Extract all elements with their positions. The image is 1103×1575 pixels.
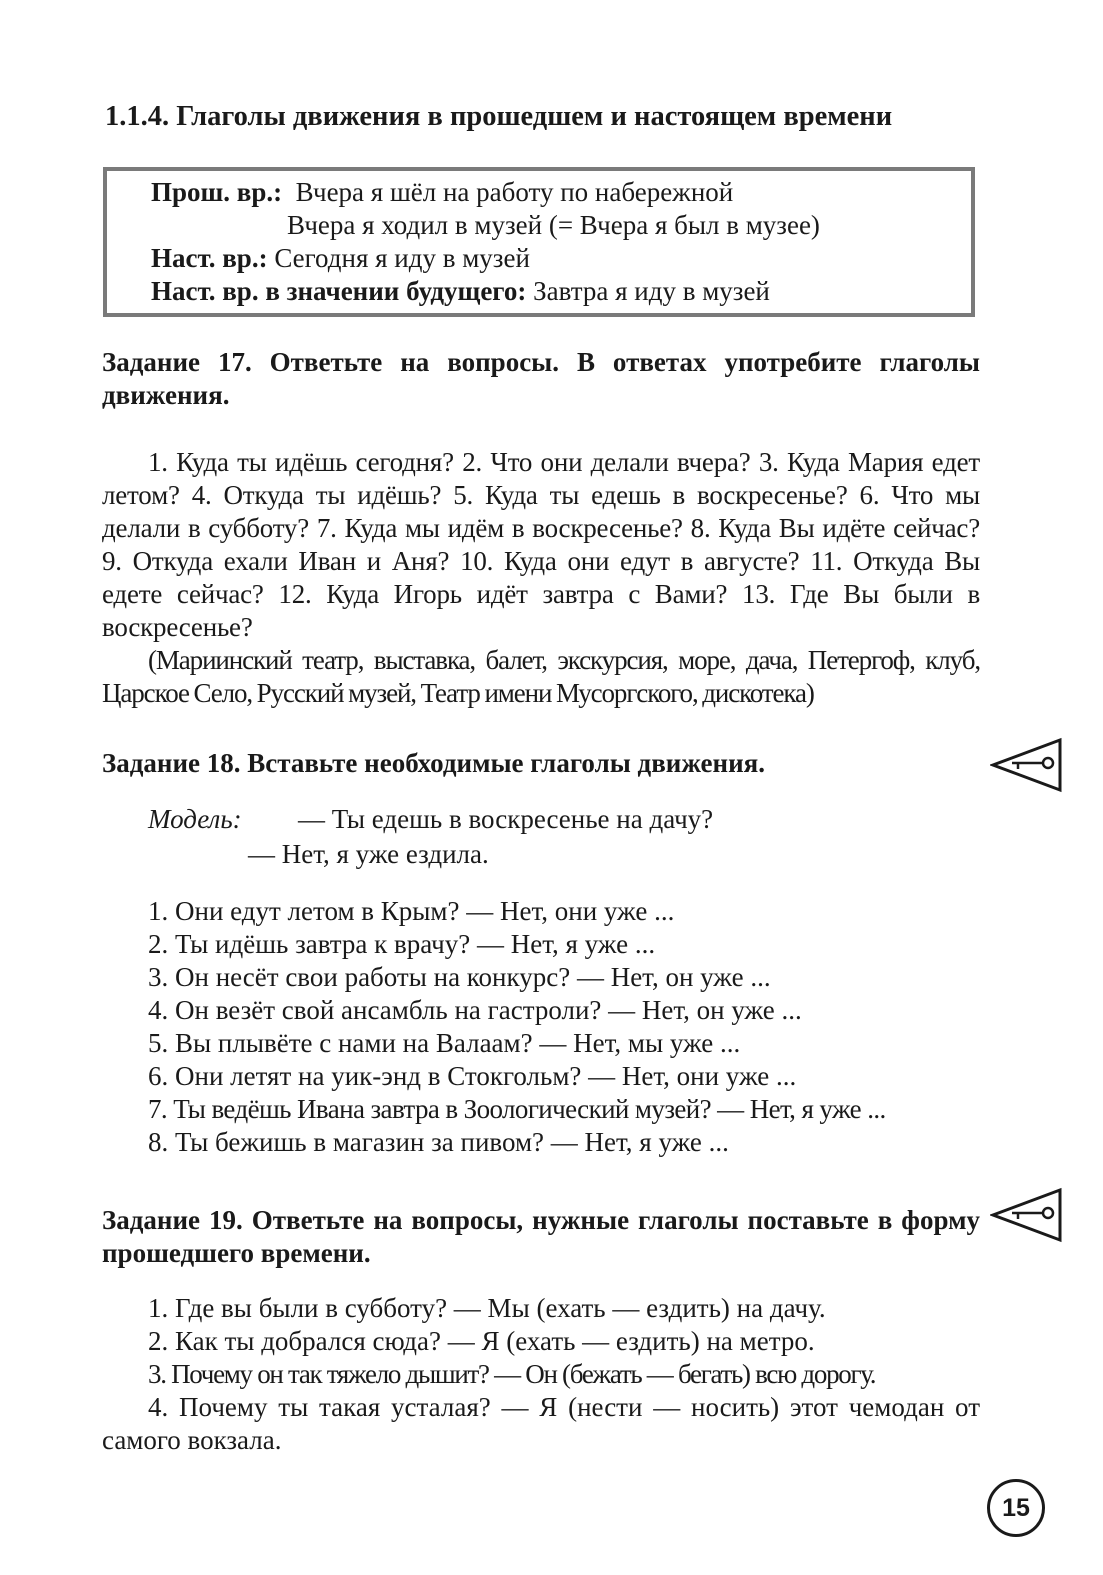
section-title: 1.1.4. Глаголы движения в прошедшем и настоящем времени xyxy=(105,101,893,132)
past-example-1: Вчера я шёл на работу по набережной xyxy=(295,177,734,207)
grammar-rule-box xyxy=(103,167,975,317)
key-icon xyxy=(990,736,1064,794)
future-example: Завтра я иду в музей xyxy=(533,276,770,306)
task-17-places: (Мариинский театр, выставка, балет, экскурсия, море, дача, Петергоф, клуб, Царское Село, Русский музей, Театр имени Мусоргского, дискотека) xyxy=(102,645,980,708)
list-item: 7. Ты ведёшь Ивана завтра в Зоологический музей? — Нет, я уже ... xyxy=(148,1094,886,1124)
key-icon xyxy=(990,1186,1064,1244)
page-number: 15 xyxy=(987,1479,1045,1537)
list-item: 3. Он несёт свои работы на конкурс? — Нет, он уже ... xyxy=(148,962,771,992)
rule-past-2 xyxy=(287,209,820,242)
past-label: Прош. вр.: xyxy=(151,177,283,207)
list-item: 5. Вы плывёте с нами на Валаам? — Нет, мы уже ... xyxy=(148,1028,741,1058)
list-item: 4. Почему ты такая усталая? — Я (нести — носить) этот чемодан от самого вокзала. xyxy=(102,1392,980,1455)
past-example-2: Вчера я ходил в музей (= Вчера я был в музее) xyxy=(287,210,820,240)
list-item: 1. Они едут летом в Крым? — Нет, они уже ... xyxy=(148,896,675,926)
rule-present xyxy=(151,242,530,275)
rule-future xyxy=(151,275,770,308)
task-19-title: Задание 19. Ответьте на вопросы, нужные глаголы поставьте в форму прошедшего времени. xyxy=(102,1205,980,1268)
model-label: Модель: xyxy=(148,804,242,834)
task-19-list xyxy=(102,1292,980,1457)
list-item: 6. Они летят на уик-энд в Стокгольм? — Нет, они уже ... xyxy=(148,1061,797,1091)
model-answer-row xyxy=(148,838,713,873)
present-label: Наст. вр.: xyxy=(151,243,268,273)
future-label: Наст. вр. в значении будущего: xyxy=(151,276,527,306)
task-18-title: Задание 18. Вставьте необходимые глаголы движения. xyxy=(102,748,766,778)
list-item: 3. Почему он так тяжело дышит? — Он (бежать — бегать) всю дорогу. xyxy=(148,1359,876,1389)
list-item: 4. Он везёт свой ансамбль на гастроли? — Нет, он уже ... xyxy=(148,995,802,1025)
list-item: 8. Ты бежишь в магазин за пивом? — Нет, я уже ... xyxy=(148,1127,729,1157)
list-item: 2. Как ты добрался сюда? — Я (ехать — ездить) на метро. xyxy=(148,1326,815,1356)
task-17-questions: 1. Куда ты идёшь сегодня? 2. Что они делали вчера? 3. Куда Мария едет летом? 4. Откуда ты идёшь? 5. Куда ты едешь в воскресенье? 6. Что мы делали в субботу? 7. Куда мы идём в воскресенье? 8. Куда Вы идёте сейчас? 9. Откуда ехали Иван и Аня? 10. Куда они едут в августе? 11. Откуда Вы едете сейчас? 12. Куда Игорь идёт завтра с Вами? 13. Где Вы были в воскресенье? xyxy=(102,447,980,642)
model-answer: — Нет, я уже ездила. xyxy=(248,839,489,869)
model-question-row xyxy=(148,803,713,838)
list-item: 2. Ты идёшь завтра к врачу? — Нет, я уже ... xyxy=(148,929,656,959)
task-18-list xyxy=(102,895,980,1159)
task-17-title: Задание 17. Ответьте на вопросы. В ответах употребите глаголы движения. xyxy=(102,347,980,410)
model-question: — Ты едешь в воскресенье на дачу? xyxy=(298,804,714,834)
present-example: Сегодня я иду в музей xyxy=(274,243,530,273)
list-item: 1. Где вы были в субботу? — Мы (ехать — ездить) на дачу. xyxy=(148,1293,826,1323)
task-18-model xyxy=(148,803,713,873)
rule-past-1 xyxy=(151,176,733,209)
